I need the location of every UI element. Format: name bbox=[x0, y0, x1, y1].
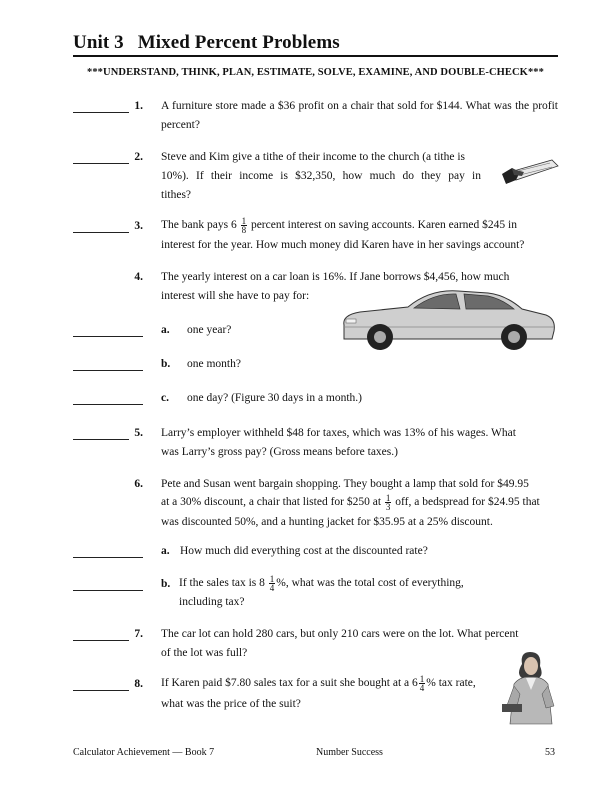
motto: ***UNDERSTAND, THINK, PLAN, ESTIMATE, SOLVE, EXAMINE, AND DOUBLE-CHECK*** bbox=[86, 67, 545, 78]
part-label: a. bbox=[161, 545, 170, 557]
fraction-denominator: 4 bbox=[269, 582, 275, 593]
answer-blank-4b[interactable] bbox=[73, 370, 143, 371]
problem-8-line-2: what was the price of the suit? bbox=[161, 698, 301, 710]
problem-2-line-3: tithes? bbox=[161, 189, 192, 201]
page-number: 53 bbox=[545, 747, 555, 758]
problem-4a-text: one year? bbox=[187, 324, 232, 336]
part-label: b. bbox=[161, 358, 171, 370]
problem-number: 6. bbox=[134, 478, 143, 490]
problem-2-line-2: 10%). If their income is $32,350, how much do they pay in bbox=[161, 170, 481, 182]
money-hand-illustration bbox=[500, 158, 562, 186]
fraction-numerator: 1 bbox=[419, 673, 425, 684]
unit-name: Mixed Percent Problems bbox=[137, 32, 340, 53]
problem-number: 3. bbox=[134, 220, 143, 232]
problem-6-line-2-post: off, a bedspread for $24.95 that bbox=[395, 496, 540, 508]
woman-shopper-illustration bbox=[500, 650, 560, 726]
problem-6a-text: How much did everything cost at the discounted rate? bbox=[180, 545, 428, 557]
problem-5-line-1: Larry’s employer withheld $48 for taxes, which was 13% of his wages. What bbox=[161, 427, 516, 439]
problem-7-line-2: of the lot was full? bbox=[161, 647, 248, 659]
fraction-one-fourth bbox=[269, 575, 276, 592]
fraction-one-third bbox=[385, 494, 392, 511]
problem-5-line-2: was Larry’s gross pay? (Gross means before taxes.) bbox=[161, 446, 398, 458]
problem-number: 4. bbox=[134, 271, 143, 283]
problem-6-line-2-pre: at a 30% discount, a chair that listed for $250 at bbox=[161, 496, 382, 508]
fraction-numerator: 1 bbox=[385, 492, 391, 503]
problem-4-line-1: The yearly interest on a car loan is 16%. If Jane borrows $4,456, how much bbox=[161, 271, 510, 283]
problem-number: 2. bbox=[134, 151, 143, 163]
fraction-denominator: 8 bbox=[241, 224, 247, 235]
problem-1-text: A furniture store made a $36 profit on a chair that sold for $144. What was the profit percent? bbox=[161, 100, 558, 131]
car-illustration bbox=[338, 285, 560, 357]
answer-blank-6a[interactable] bbox=[73, 557, 143, 558]
fraction-denominator: 3 bbox=[385, 501, 391, 512]
fraction-numerator: 1 bbox=[269, 573, 275, 584]
problem-6b-line-1 bbox=[179, 572, 558, 594]
problem-8-line-1 bbox=[161, 672, 501, 694]
problem-6-line-2 bbox=[161, 491, 558, 513]
answer-blank-6b[interactable] bbox=[73, 590, 143, 591]
problem-6-line-1: Pete and Susan went bargain shopping. They bought a lamp that sold for $49.95 bbox=[161, 478, 529, 490]
problem-6b-line-2: including tax? bbox=[179, 596, 245, 608]
problem-7-line-1: The car lot can hold 280 cars, but only 210 cars were on the lot. What percent bbox=[161, 628, 519, 640]
problem-3-pre: The bank pays 6 bbox=[161, 219, 237, 231]
fraction-denominator: 4 bbox=[419, 682, 425, 693]
problem-4-line-2: interest will she have to pay for: bbox=[161, 290, 310, 302]
part-label: a. bbox=[161, 324, 170, 336]
fraction-one-eighth bbox=[241, 217, 248, 234]
unit-label: Unit 3 bbox=[73, 32, 124, 53]
title-rule bbox=[73, 55, 558, 57]
part-label: c. bbox=[161, 392, 169, 404]
problem-8-pre: If Karen paid $7.80 sales tax for a suit she bought at a 6 bbox=[161, 677, 418, 689]
problem-4b-text: one month? bbox=[187, 358, 241, 370]
page-title bbox=[73, 32, 340, 54]
footer-left: Calculator Achievement — Book 7 bbox=[73, 747, 215, 758]
problem-8-post: % tax rate, bbox=[426, 677, 476, 689]
problem-number: 1. bbox=[134, 100, 143, 112]
answer-blank-4a[interactable] bbox=[73, 336, 143, 337]
fraction-one-fourth bbox=[419, 675, 426, 692]
problem-3-line-2: interest for the year. How much money did Karen have in her savings account? bbox=[161, 239, 525, 251]
problem-3-post: percent interest on saving accounts. Karen earned $245 in bbox=[250, 219, 517, 231]
problem-number: 8. bbox=[134, 678, 143, 690]
problem-6-line-3: was discounted 50%, and a hunting jacket for $35.95 at a 25% discount. bbox=[161, 516, 493, 528]
problem-number: 7. bbox=[134, 628, 143, 640]
footer-center: Number Success bbox=[316, 747, 383, 758]
problem-number: 5. bbox=[134, 427, 143, 439]
problem-3-line-1 bbox=[161, 214, 558, 236]
problem-6b-post: %, what was the total cost of everything, bbox=[276, 577, 464, 589]
problem-2-line-1: Steve and Kim give a tithe of their income to the church (a tithe is bbox=[161, 151, 466, 163]
fraction-numerator: 1 bbox=[241, 215, 247, 226]
problem-4c-text: one day? (Figure 30 days in a month.) bbox=[187, 392, 363, 404]
part-label: b. bbox=[161, 578, 171, 590]
answer-blank-4c[interactable] bbox=[73, 404, 143, 405]
problem-6b-pre: If the sales tax is 8 bbox=[179, 577, 265, 589]
